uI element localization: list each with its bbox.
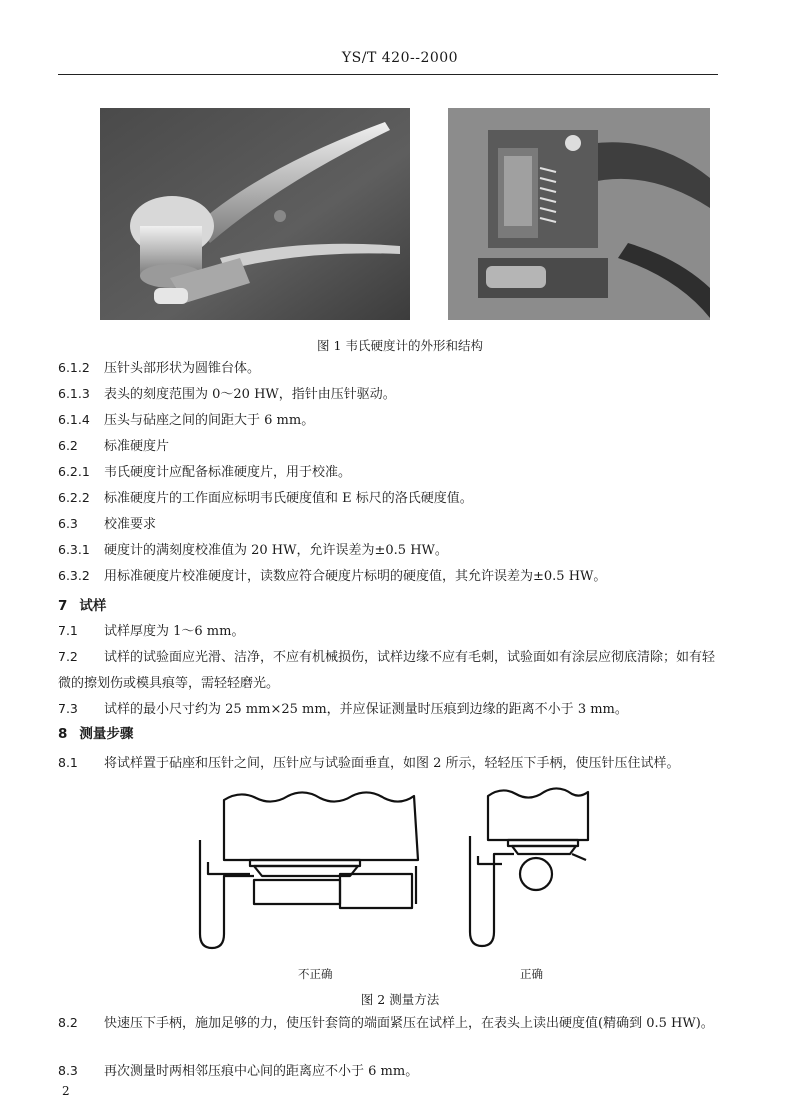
section-8-heading: 8 测量步骤 (58, 726, 134, 742)
measurement-diagram-correct (462, 782, 602, 954)
measurement-diagram-incorrect (190, 782, 430, 954)
clause: 6.1.3 表头的刻度范围为 0～20 HW，指针由压针驱动。 (58, 386, 396, 402)
label-correct: 正确 (520, 967, 543, 981)
clause: 7.1 试样厚度为 1～6 mm。 (58, 623, 245, 639)
clause: 7.3 试样的最小尺寸约为 25 mm×25 mm，并应保证测量时压痕到边缘的距离不小于 3 mm。 (58, 701, 628, 717)
clause: 8.1 将试样置于砧座和压针之间，压针应与试验面垂直，如图 2 所示，轻轻压下手柄，使压针压住试样。 (58, 755, 680, 771)
figure-1-caption: 图 1 韦氏硬度计的外形和结构 (317, 338, 483, 353)
clause: 6.1.4 压头与砧座之间的间距大于 6 mm。 (58, 412, 315, 428)
clause: 6.2 标准硬度片 (58, 438, 170, 454)
clause: 6.3 校准要求 (58, 516, 157, 532)
hardness-tester-photo-exterior (100, 108, 410, 320)
hardness-tester-photo-cutaway (448, 108, 710, 320)
clause: 6.2.2 标准硬度片的工作面应标明韦氏硬度值和 E 标尺的洛氏硬度值。 (58, 490, 473, 506)
clause: 6.1.2 压针头部形状为圆锥台体。 (58, 360, 261, 376)
clause: 6.3.1 硬度计的满刻度校准值为 20 HW，允许误差为±0.5 HW。 (58, 542, 448, 558)
clause: 8.3 再次测量时两相邻压痕中心间的距离应不小于 6 mm。 (58, 1063, 419, 1079)
section-7-heading: 7 试样 (58, 598, 107, 614)
clause: 6.2.1 韦氏硬度计应配备标准硬度片，用于校准。 (58, 464, 352, 480)
header-rule (58, 74, 718, 75)
clause: 7.2 试样的试验面应光滑、洁净，不应有机械损伤，试样边缘不应有毛刺，试验面如有涂层应彻底清除；如有轻微的擦划伤或模具痕等，需轻轻磨光。 (58, 649, 716, 691)
figure-2-caption: 图 2 测量方法 (360, 992, 440, 1007)
label-incorrect: 不正确 (298, 967, 333, 981)
document-header: YS/T 420--2000 (341, 50, 459, 66)
clause: 8.2 快速压下手柄，施加足够的力，使压针套筒的端面紧压在试样上，在表头上读出硬度值(精确到 0.5 HW)。 (58, 1015, 714, 1031)
clause: 6.3.2 用标准硬度片校准硬度计，读数应符合硬度片标明的硬度值，其允许误差为±0.5 HW。 (58, 568, 607, 584)
page-number: 2 (62, 1084, 70, 1098)
